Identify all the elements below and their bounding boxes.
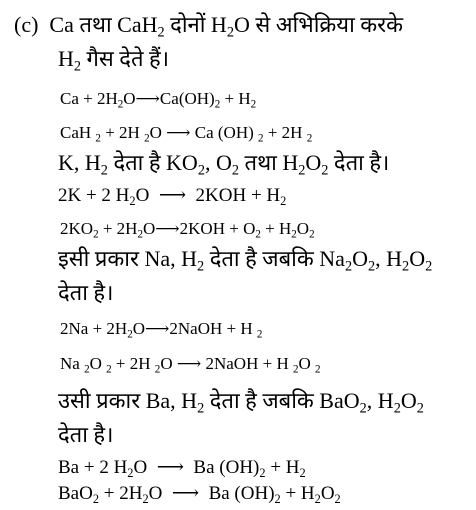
intro-line: (c) Ca तथा CaH$_2$ दोनों $H_2O$ से अभिक्रिया करके (14, 12, 404, 41)
text-barium: उसी प्रकार Ba, $H_2$ देता है जबकि BaO$_2$, $H_2O_2$ (58, 388, 424, 417)
equation-bao2-water: $BaO_2 + 2H_2O$ ⟶ Ba $(OH)_2 + H_2O_2$ (58, 483, 341, 506)
text-potassium: K, $H_2$ देता है $KO_2$, $O_2$ तथा $H_2O_2$ देता है। (58, 150, 390, 179)
equation-cah2-water: CaH $_2$ + 2H $_2$O ⟶ Ca (OH) $_2$ + 2H $_2$ (60, 123, 313, 145)
equation-ca-water: $Ca + 2H_2O⟶Ca(OH)_2 + H_2$ (60, 89, 257, 111)
equation-na-water: $2Na + 2H_2O⟶2NaOH + H$ $_2$ (60, 319, 263, 341)
equation-ba-water: Ba + 2 $H_2O$ ⟶ Ba $(OH)_2 + H_2$ (58, 457, 306, 480)
intro-line-2: $H_2$ गैस देते हैं। (58, 46, 170, 75)
equation-k-water: 2K + 2 $H_2O$ ⟶ $2KOH + H_2$ (58, 185, 287, 208)
equation-na2o2-water: Na $_2$O $_2$ + 2H $_2$O ⟶ 2NaOH + H $_2$O $_2$ (60, 354, 321, 376)
equation-ko2-water: $2KO_2$ + $2H_2O⟶2KOH + O_2 + H_2O_2$ (60, 219, 315, 241)
text-sodium: इसी प्रकार Na, $H_2$ देता है जबकि $Na_2O_2$, $H_2O_2$ (58, 246, 433, 275)
text-sodium-2: देता है। (58, 280, 114, 305)
text-barium-2: देता है। (58, 422, 114, 447)
